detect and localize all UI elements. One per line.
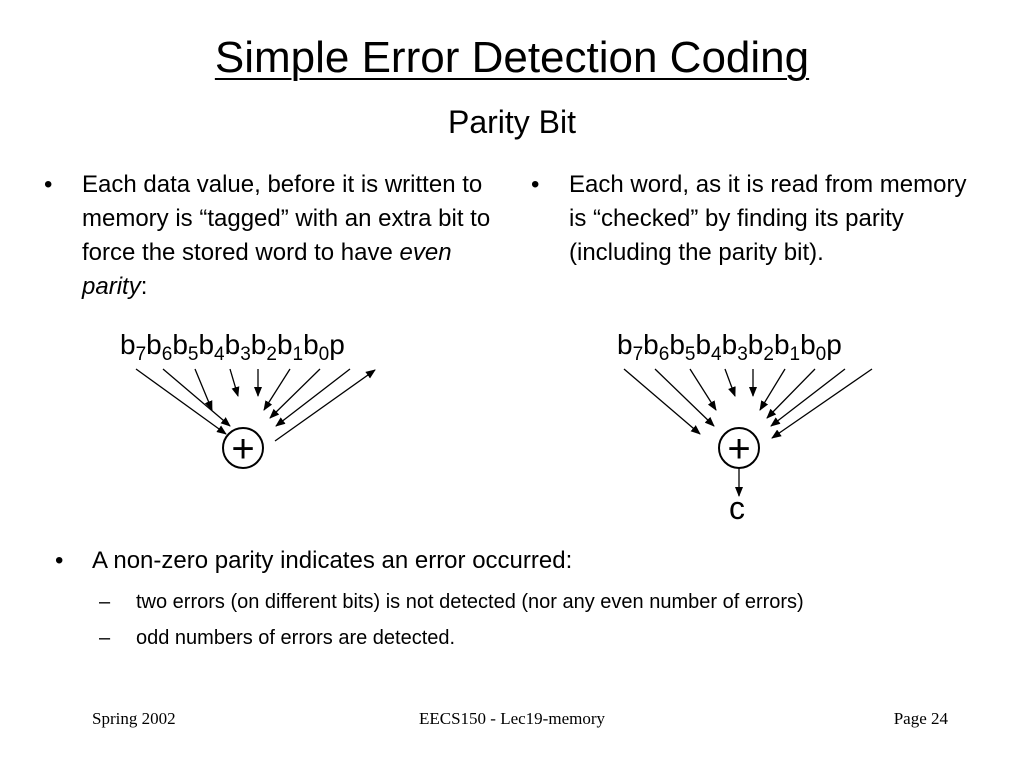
bit-index: 0 xyxy=(815,344,827,365)
sub-bullet-marker: – xyxy=(99,591,111,613)
bit-letter: b xyxy=(695,329,712,360)
sub-bullet-marker: – xyxy=(99,627,111,649)
bit-letter: p xyxy=(826,329,842,360)
left-bullet-emphasis: even parity xyxy=(82,239,452,300)
left-bullet-text-end: : xyxy=(140,273,148,300)
bit-index: 1 xyxy=(292,344,304,365)
sub-bullet-odd-errors xyxy=(99,624,955,652)
bit-letter: b xyxy=(172,329,188,360)
footer-page-number: Page 24 xyxy=(893,709,948,728)
arrow-p-to-xor xyxy=(772,369,872,438)
bullet-marker: • xyxy=(44,171,53,198)
bit-letter: b xyxy=(276,329,293,360)
bottom-main-text: A non-zero parity indicates an error occurred: xyxy=(92,547,573,574)
bit-letter: b xyxy=(617,329,633,360)
bit-index: 2 xyxy=(266,344,277,365)
footer-course: EECS150 - Lec19-memory xyxy=(418,709,605,728)
bit-letter: b xyxy=(721,329,738,360)
bit-letter: b xyxy=(198,329,215,360)
bit-index: 7 xyxy=(632,344,644,365)
bit-letter: b xyxy=(747,329,764,360)
xor-symbol: + xyxy=(727,427,751,471)
sub-bullet-text: two errors (on different bits) is not detected (nor any even number of errors) xyxy=(136,591,804,613)
sub-bullet-even-errors xyxy=(99,588,955,616)
bit-letter: b xyxy=(146,329,162,360)
arrow-b4-to-xor xyxy=(230,369,238,396)
slide-subtitle: Parity Bit xyxy=(447,104,577,140)
arrow-b6-to-xor xyxy=(655,369,714,426)
bit-letter: b xyxy=(800,329,816,360)
bit-index: 6 xyxy=(161,344,173,365)
bit-index: 3 xyxy=(240,344,251,365)
bit-letter: p xyxy=(329,329,345,360)
bit-letter: b xyxy=(643,329,659,360)
xor-symbol: + xyxy=(231,427,255,471)
left-bullet-text-main: Each data value, before it is written to memory is “tagged” with an extra bit to force the stored word to have xyxy=(82,171,491,266)
bit-index: 5 xyxy=(684,344,696,365)
check-output-c: c xyxy=(729,490,745,526)
right-bullet-text: Each word, as it is read from memory is “checked” by finding its parity (including the parity bit). xyxy=(569,171,967,266)
bit-letter: b xyxy=(224,329,241,360)
bullet-marker: • xyxy=(531,171,540,198)
bit-letter: b xyxy=(250,329,267,360)
sub-bullet-text: odd numbers of errors are detected. xyxy=(136,627,456,649)
arrow-b5-to-xor xyxy=(690,369,716,410)
bit-index: 4 xyxy=(214,344,225,365)
arrow-b7-to-xor xyxy=(136,369,226,434)
bit-index: 5 xyxy=(187,344,199,365)
bit-index: 6 xyxy=(658,344,670,365)
bit-letter: b xyxy=(120,329,136,360)
arrow-b6-to-xor xyxy=(163,369,230,426)
arrow-b0-to-xor xyxy=(276,369,350,426)
footer-date: Spring 2002 xyxy=(92,709,176,728)
right-parity-checker xyxy=(624,369,872,496)
bit-index: 4 xyxy=(711,344,722,365)
bit-index: 1 xyxy=(789,344,801,365)
arrow-b4-to-xor xyxy=(725,369,735,396)
bit-letter: b xyxy=(669,329,685,360)
arrow-xor-to-p xyxy=(275,370,375,441)
bottom-main-bullet xyxy=(55,545,955,579)
arrow-b2-to-xor xyxy=(264,369,290,410)
bit-letter: b xyxy=(303,329,319,360)
bit-index: 3 xyxy=(737,344,748,365)
bottom-bullet-list xyxy=(55,545,955,652)
slide-title: Simple Error Detection Coding xyxy=(214,33,810,82)
left-parity-generator xyxy=(136,369,375,471)
bit-index: 2 xyxy=(763,344,774,365)
bullet-marker: • xyxy=(55,547,64,574)
bit-index: 7 xyxy=(135,344,147,365)
bit-letter: b xyxy=(773,329,790,360)
arrow-b0-to-xor xyxy=(771,369,845,426)
bit-index: 0 xyxy=(318,344,330,365)
